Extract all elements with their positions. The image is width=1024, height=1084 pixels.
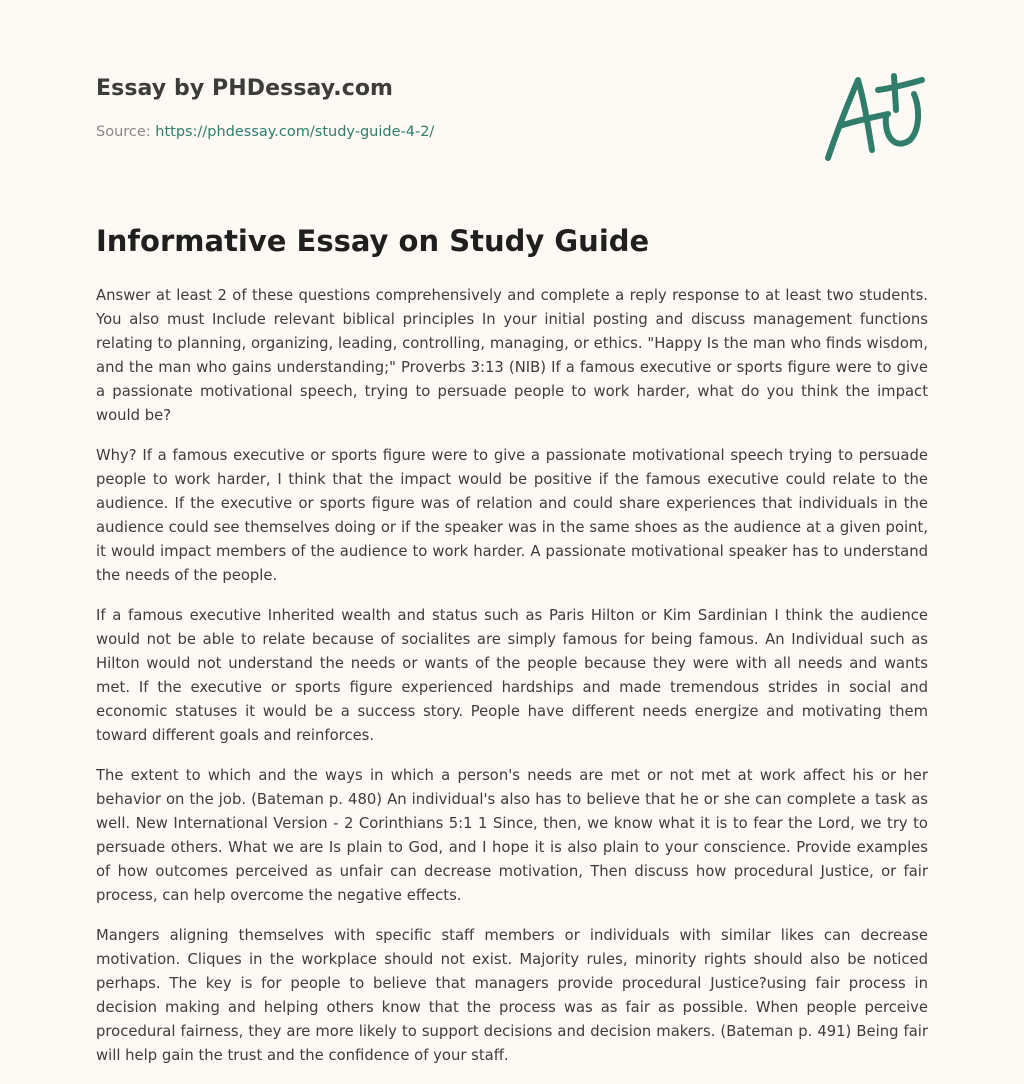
source-link[interactable]: https://phdessay.com/study-guide-4-2/ xyxy=(155,124,435,140)
source-label: Source: xyxy=(96,124,156,140)
essay-paragraph: The extent to which and the ways in which a person's needs are met or not met at work affect his or her behavior on the job. (Bateman p. 480) An individual's also has to believe that he or she can complete a task as well. New International Version - 2 Corinthians 5:1 1 Since, then, we know what it is to fear the Lord, we try to persuade others. What we are Is plain to God, and I hope it is also plain to your conscience. Provide examples of how outcomes perceived as unfair can decrease motivation, Then discuss how procedural Justice, or fair process, can help overcome the negative effects. xyxy=(96,767,928,904)
essay-paragraph: Mangers aligning themselves with specific staff members or individuals with similar likes can decrease motivation. Cliques in the workplace should not exist. Majority rules, minority rights should also be noticed perhaps. The key is for people to believe that managers provide procedural Justice?using fair process in decision making and helping others know that the process was as fair as possible. When people perceive procedural fairness, they are more likely to support decisions and decision makers. (Bateman p. 491) Being fair will help gain the trust and the confidence of your staff. xyxy=(96,927,928,1064)
essay-title: Informative Essay on Study Guide xyxy=(96,224,650,258)
essay-body xyxy=(96,284,928,1084)
source-line xyxy=(96,124,434,140)
a-plus-logo-icon xyxy=(818,64,928,164)
site-brand: Essay by PHDessay.com xyxy=(96,76,394,101)
essay-paragraph: Why? If a famous executive or sports figure were to give a passionate motivational speech trying to persuade people to work harder, I think that the impact would be positive if the famous executive could relate to the audience. If the executive or sports figure was of relation and could share experiences that individuals in the audience could see themselves doing or if the speaker was in the same shoes as the audience at a given point, it would impact members of the audience to work harder. A passionate motivational speaker has to understand the needs of the people. xyxy=(96,447,928,584)
essay-paragraph: If a famous executive Inherited wealth and status such as Paris Hilton or Kim Sardinian I think the audience would not be able to relate because of socialites are simply famous for being famous. An Individual such as Hilton would not understand the needs or wants of the people because they were with all needs and wants met. If the executive or sports figure experienced hardships and made tremendous strides in social and economic statuses it would be a success story. People have different needs energize and motivating them toward different goals and reinforces. xyxy=(96,607,928,744)
essay-paragraph: Answer at least 2 of these questions comprehensively and complete a reply response to at least two students. You also must Include relevant biblical principles In your initial posting and discuss management functions relating to planning, organizing, leading, controlling, managing, or ethics. "Happy Is the man who finds wisdom, and the man who gains understanding;" Proverbs 3:13 (NIB) If a famous executive or sports figure were to give a passionate motivational speech, trying to persuade people to work harder, what do you think the impact would be? xyxy=(96,287,928,424)
